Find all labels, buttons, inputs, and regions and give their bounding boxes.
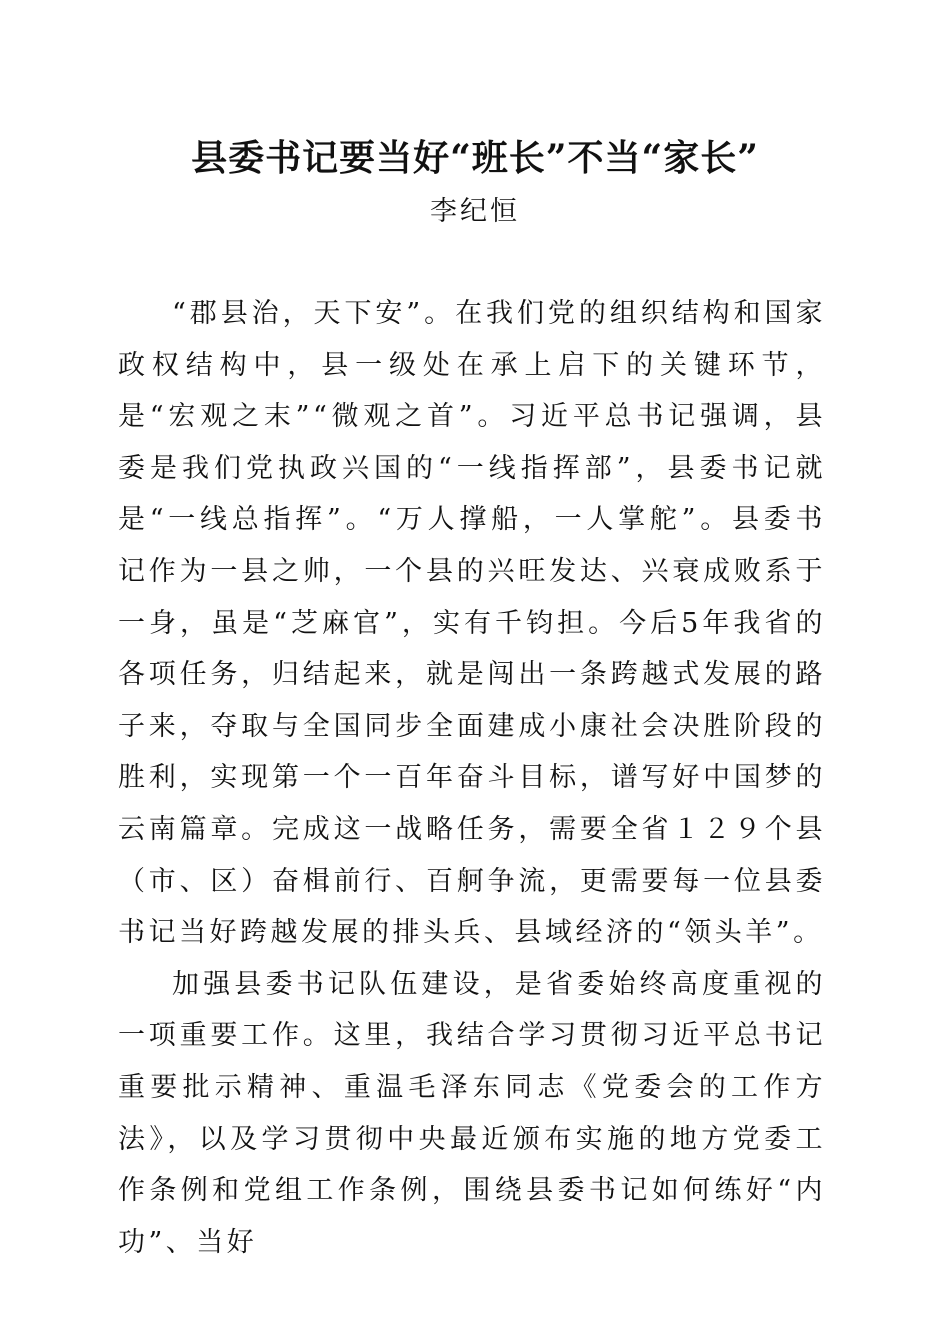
paragraph-1: “郡县治，天下安”。在我们党的组织结构和国家政权结构中，县一级处在承上启下的关键环节，是“宏观之末”“微观之首”。习近平总书记强调，县委是我们党执政兴国的“一线指挥部”，县委书记就是“一线总指挥”。“万人撑船，一人掌舵”。县委书记作为一县之帅，一个县的兴旺发达、兴衰成败系于一身，虽是“芝麻官”，实有千钧担。今后5年我省的各项任务，归结起来，就是闯出一条跨越式发展的路子来，夺取与全国同步全面建成小康社会决胜阶段的胜利，实现第一个一百年奋斗目标，谱写好中国梦的云南篇章。完成这一战略任务，需要全省１２９个县（市、区）奋楫前行、百舸争流，更需要每一位县委书记当好跨越发展的排头兵、县域经济的“领头羊”。	[118, 298, 826, 949]
author-name: 李纪恒	[430, 196, 520, 227]
document-title: 县委书记要当好“班长”不当“家长”	[191, 137, 759, 179]
article-body	[118, 288, 826, 1268]
paragraph-2: 加强县委书记队伍建设，是省委始终高度重视的一项重要工作。这里，我结合学习贯彻习近平总书记重要批示精神、重温毛泽东同志《党委会的工作方法》，以及学习贯彻中央最近颁布实施的地方党委工作条例和党组工作条例，围绕县委书记如何练好“内功”、当好	[118, 968, 826, 1258]
